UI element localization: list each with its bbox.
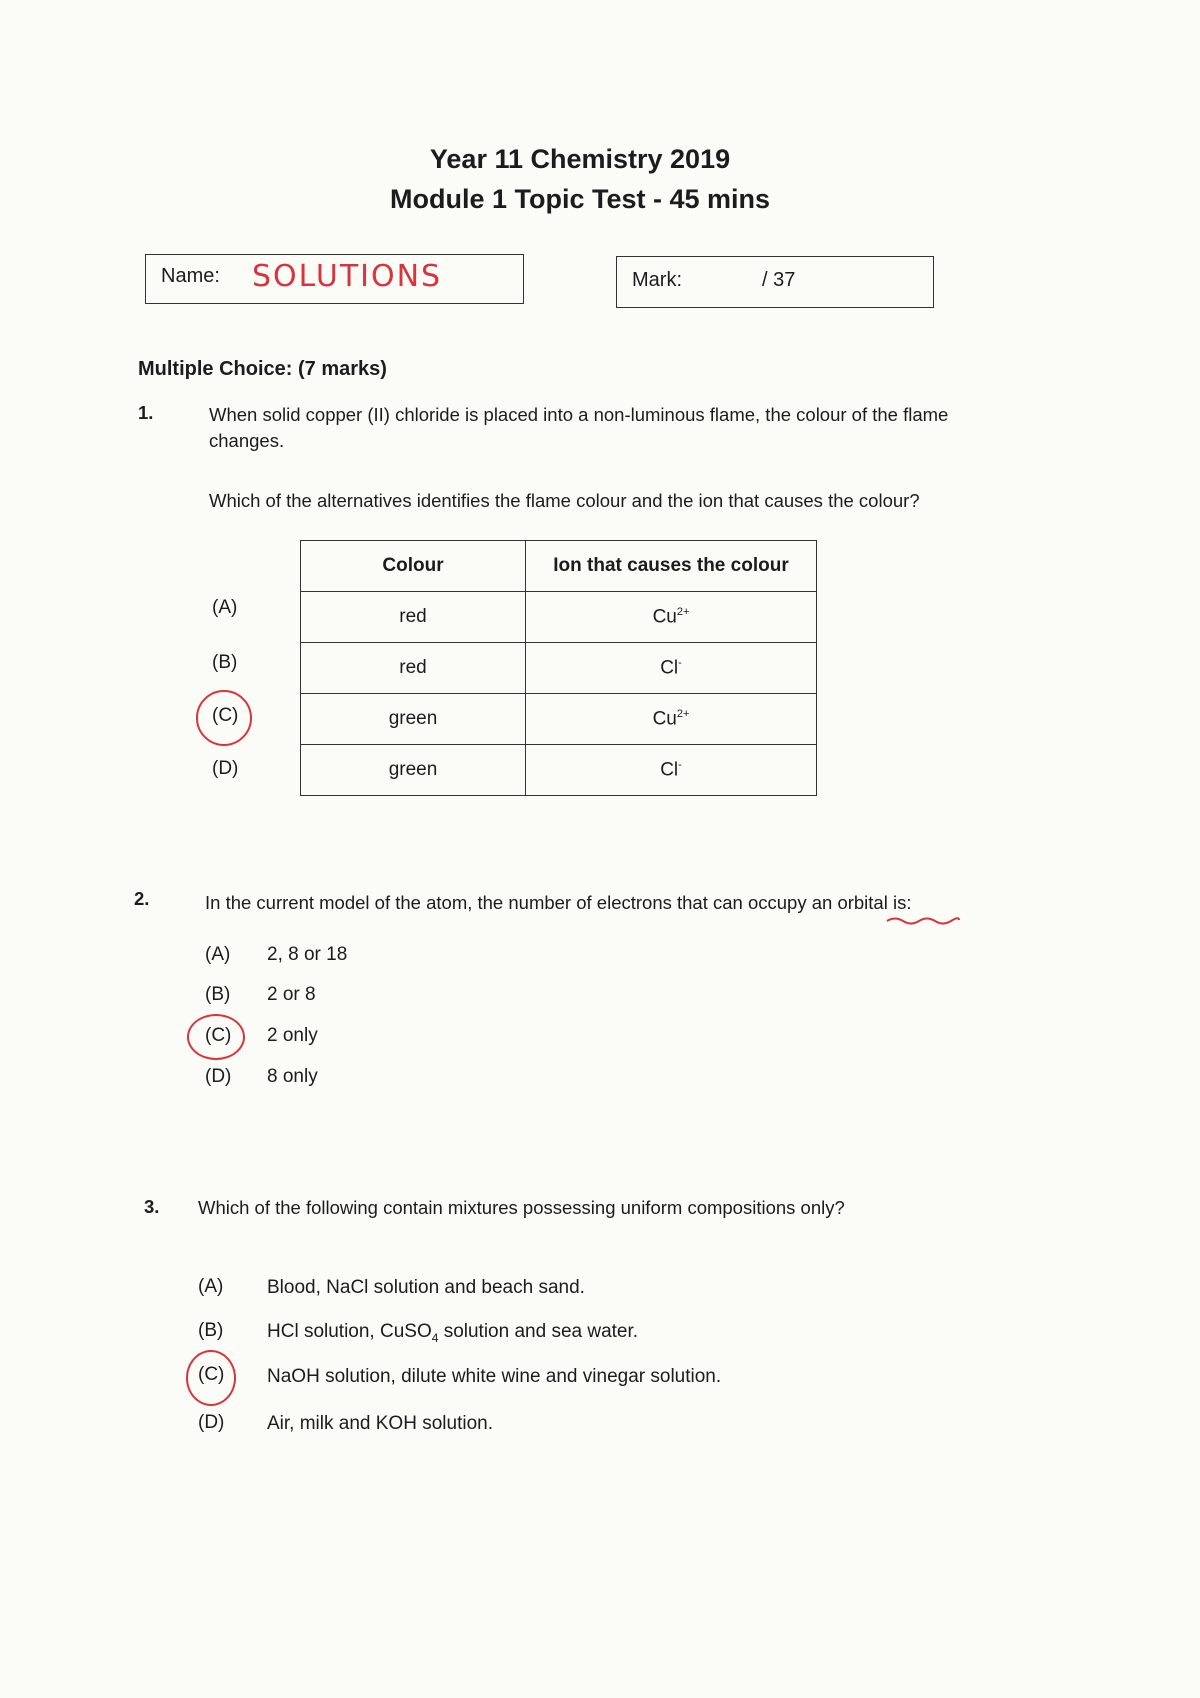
q3-option-c-text: NaOH solution, dilute white wine and vinegar solution.: [267, 1366, 722, 1387]
q2-option-a-text: 2, 8 or 18: [267, 944, 348, 965]
name-label: Name:: [161, 265, 220, 287]
q1-prompt: Which of the alternatives identifies the flame colour and the ion that causes the colour?: [209, 490, 920, 511]
q3-option-c-label[interactable]: (C): [198, 1364, 225, 1385]
q3-answer-circle: [186, 1350, 236, 1406]
q1-option-c[interactable]: (C): [212, 705, 239, 726]
q1-answer-table: [300, 540, 817, 796]
mark-total: / 37: [762, 269, 796, 291]
mark-label: Mark:: [632, 269, 682, 291]
table-cell-colour: green: [301, 745, 526, 796]
table-row: [301, 643, 817, 694]
section-heading: Multiple Choice: (7 marks): [138, 358, 387, 380]
q3-option-a-text: Blood, NaCl solution and beach sand.: [267, 1277, 585, 1298]
q3-option-b-label[interactable]: (B): [198, 1320, 224, 1341]
table-header-colour: Colour: [301, 541, 526, 592]
table-header-row: [301, 541, 817, 592]
q1-text-line2: changes.: [209, 430, 285, 451]
name-value-handwritten: SOLUTIONS: [252, 259, 443, 294]
table-row: [301, 592, 817, 643]
title-line-1: Year 11 Chemistry 2019: [429, 144, 731, 174]
table-cell-colour: green: [301, 694, 526, 745]
q1-answer-circle: [196, 690, 252, 746]
table-row: [301, 694, 817, 745]
q1-option-a[interactable]: (A): [212, 597, 238, 618]
q3-text: Which of the following contain mixtures possessing uniform compositions only?: [198, 1197, 845, 1218]
table-cell-ion: $Cu^{2+}$: [526, 592, 817, 643]
q2-option-b-label[interactable]: (B): [205, 984, 231, 1005]
q2-option-a-label[interactable]: (A): [205, 944, 231, 965]
q2-answer-circle: [187, 1014, 245, 1060]
table-cell-ion: Cl-: [526, 745, 817, 796]
q1-option-d[interactable]: (D): [212, 758, 239, 779]
q1-number: 1.: [138, 402, 154, 423]
table-cell-colour: red: [301, 643, 526, 694]
title-line-2: Module 1 Topic Test - 45 mins: [389, 184, 771, 214]
q2-option-d-label[interactable]: (D): [205, 1066, 232, 1087]
q3-option-b-text: HCl solution, CuSO$_4$ solution and sea water.: [267, 1321, 639, 1345]
orbital-underline: [885, 914, 961, 926]
q3-number: 3.: [144, 1196, 160, 1217]
q3-option-a-label[interactable]: (A): [198, 1276, 224, 1297]
q2-option-c-text: 2 only: [267, 1025, 318, 1046]
table-cell-ion: $Cu^{2+}$: [526, 694, 817, 745]
name-box: [145, 254, 524, 304]
q2-text: In the current model of the atom, the number of electrons that can occupy an orbital is:: [205, 892, 912, 913]
q1-option-b[interactable]: (B): [212, 652, 238, 673]
q1-text-line1: When solid copper (II) chloride is placed into a non-luminous flame, the colour of the flame: [209, 404, 949, 425]
table-row: [301, 745, 817, 796]
q2-option-c-label[interactable]: (C): [205, 1025, 232, 1046]
q2-option-b-text: 2 or 8: [267, 984, 316, 1005]
q3-option-d-label[interactable]: (D): [198, 1412, 225, 1433]
mark-box: [616, 256, 934, 308]
table-header-ion: Ion that causes the colour: [526, 541, 817, 592]
q2-option-d-text: 8 only: [267, 1066, 318, 1087]
q3-option-d-text: Air, milk and KOH solution.: [267, 1413, 493, 1434]
table-cell-colour: red: [301, 592, 526, 643]
q2-number: 2.: [134, 888, 150, 909]
table-cell-ion: Cl-: [526, 643, 817, 694]
